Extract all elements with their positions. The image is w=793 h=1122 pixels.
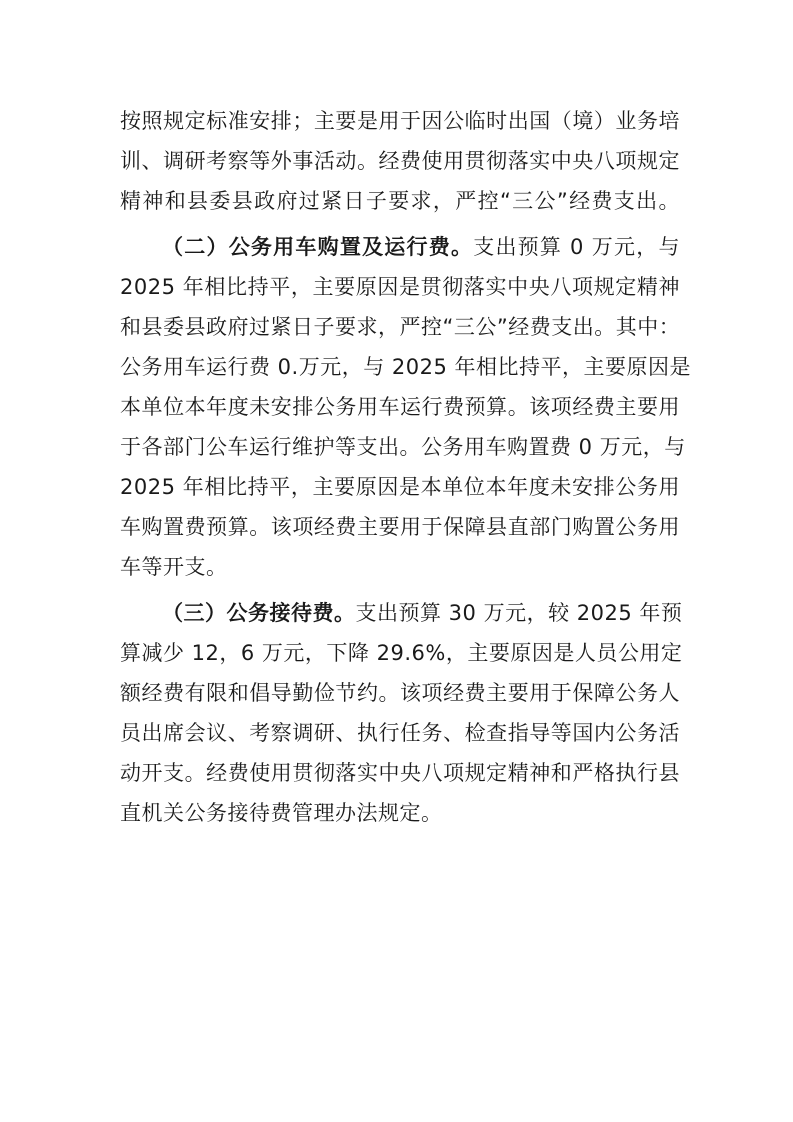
text-line: 按照规定标准安排；主要是用于因公临时出国（境）业务培 <box>120 109 680 133</box>
text-line: 动开支。经费使用贯彻落实中央八项规定精神和严格执行县 <box>120 761 680 785</box>
text-line: 2025 年相比持平，主要原因是本单位本年度未安排公务用 <box>120 475 680 499</box>
section-heading: （三）公务接待费。 <box>162 601 356 625</box>
text-line: 员出席会议、考察调研、执行任务、检查指导等国内公务活 <box>120 721 680 745</box>
text-line: 2025 年相比持平，主要原因是贯彻落实中央八项规定精神 <box>120 275 680 299</box>
text-line: 直机关公务接待费管理办法规定。 <box>120 801 443 825</box>
text-line: 公务用车运行费 0.万元，与 2025 年相比持平，主要原因是 <box>120 355 692 379</box>
text-line: 额经费有限和倡导勤俭节约。该项经费主要用于保障公务人 <box>120 681 680 705</box>
text-line: 车等开支。 <box>120 555 228 579</box>
text-line: 本单位本年度未安排公务用车运行费预算。该项经费主要用 <box>120 395 680 419</box>
text-line: 训、调研考察等外事活动。经费使用贯彻落实中央八项规定 <box>120 149 680 173</box>
text-line: 于各部门公车运行维护等支出。公务用车购置费 0 万元，与 <box>120 435 686 459</box>
text-line: 精神和县委县政府过紧日子要求，严控“三公”经费支出。 <box>120 189 680 213</box>
text-line: 算减少 12，6 万元，下降 29.6%，主要原因是人员公用定 <box>120 641 683 665</box>
section-text: 支出预算 0 万元，与 <box>473 235 680 259</box>
section-first-line <box>162 232 680 262</box>
text-line: 车购置费预算。该项经费主要用于保障县直部门购置公务用 <box>120 515 680 539</box>
text-line: 和县委县政府过紧日子要求，严控“三公”经费支出。其中： <box>120 315 681 339</box>
section-text: 支出预算 30 万元，较 2025 年预 <box>355 601 683 625</box>
section-first-line <box>162 598 683 628</box>
section-heading: （二）公务用车购置及运行费。 <box>162 235 474 259</box>
